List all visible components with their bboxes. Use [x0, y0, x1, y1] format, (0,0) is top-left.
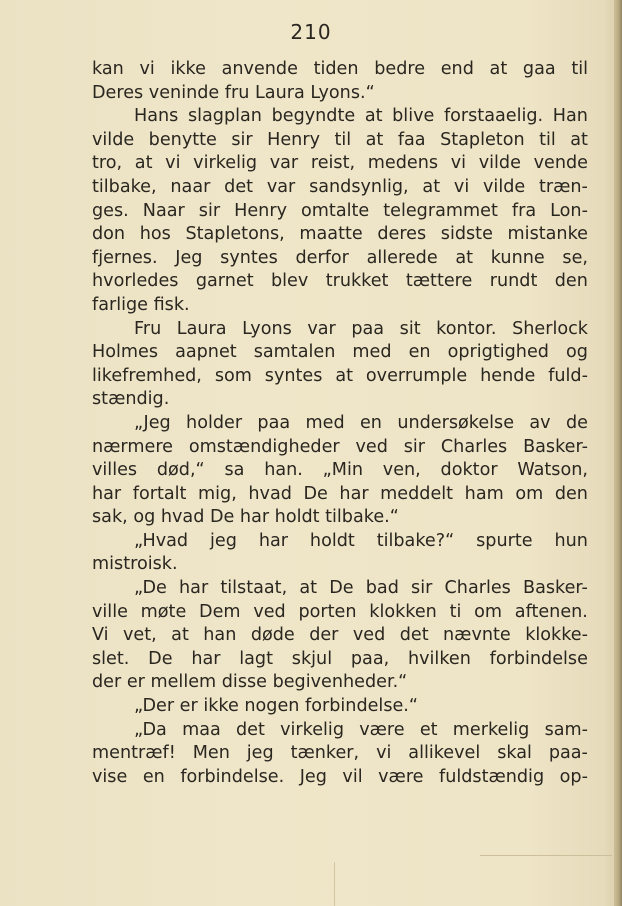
text-line — [92, 648, 588, 672]
word: forstaaelig. — [443, 106, 544, 127]
word: den — [554, 271, 588, 292]
word: „Min — [322, 460, 363, 481]
word: det — [224, 176, 254, 197]
word: til — [539, 129, 556, 150]
word: op- — [559, 766, 588, 787]
word: naar — [170, 176, 211, 197]
word: end — [440, 59, 474, 79]
word: „Hvad — [134, 530, 189, 551]
word: syntes — [264, 365, 323, 386]
word: at — [489, 59, 508, 79]
word: en — [142, 766, 165, 787]
word: kunne — [490, 247, 545, 268]
word: gaa — [522, 59, 556, 79]
word: doktor — [440, 460, 498, 481]
text-line: der er mellem disse begivenheder.“ — [92, 672, 408, 693]
text-line — [92, 436, 588, 460]
word: Basker- — [523, 436, 588, 457]
word: at — [171, 625, 189, 646]
word: meddelt — [380, 483, 454, 504]
word: Lon- — [550, 200, 588, 221]
word: være — [378, 766, 424, 787]
word: fra — [511, 200, 537, 221]
word: hende — [480, 365, 536, 386]
word: tilbake, — [92, 176, 157, 197]
word: til — [571, 59, 588, 79]
text-line — [92, 176, 588, 200]
word: mentræf! — [92, 743, 176, 764]
word: allikevel — [408, 743, 481, 764]
page-edge — [614, 0, 622, 906]
word: allerede — [366, 247, 438, 268]
word: faa — [397, 129, 426, 150]
text-line — [92, 341, 588, 365]
text-line — [92, 247, 588, 271]
word: vi — [453, 176, 470, 197]
word: paa — [257, 412, 291, 433]
text-line — [92, 223, 588, 247]
word: sidste — [440, 224, 493, 245]
word: om — [474, 601, 503, 622]
word: fortalt — [132, 483, 187, 504]
word: det — [399, 625, 429, 646]
word: virkelig — [193, 153, 258, 174]
text-line — [92, 200, 588, 224]
word: derfor — [295, 247, 349, 268]
word: aftenen. — [514, 601, 588, 622]
word: sir — [198, 200, 221, 221]
word: oprigtighed — [447, 342, 549, 363]
text-line: Deres veninde fru Laura Lyons.“ — [92, 82, 375, 103]
word: tiden — [313, 59, 359, 79]
word: trukket — [325, 271, 389, 292]
text-line — [92, 577, 588, 601]
word: Charles — [444, 578, 511, 599]
word: Vi — [92, 625, 109, 646]
word: bedre — [374, 59, 426, 79]
text-line — [92, 483, 588, 507]
word: sam- — [544, 719, 588, 740]
word: være — [359, 719, 405, 740]
word: kontor. — [436, 318, 497, 339]
text-line — [92, 742, 588, 766]
word: klokken — [369, 601, 437, 622]
word: har — [92, 483, 122, 504]
word: vende — [533, 153, 588, 174]
word: spurte — [476, 530, 533, 551]
word: jeg — [210, 530, 237, 551]
word: Watson, — [517, 460, 588, 481]
word: vi — [450, 153, 467, 174]
word: sit — [399, 318, 421, 339]
word: deres — [377, 224, 427, 245]
word: hos — [139, 224, 171, 245]
word: kan — [92, 59, 124, 79]
word: holdt — [309, 530, 355, 551]
word: anvende — [221, 59, 298, 79]
text-line — [92, 459, 588, 483]
word: Stapletons, — [185, 224, 285, 245]
word: vi — [376, 743, 392, 764]
word: sir — [403, 436, 426, 457]
word: „Da — [134, 719, 167, 740]
word: „De — [134, 578, 167, 599]
text-line — [92, 365, 588, 389]
page-crease — [334, 862, 335, 906]
word: Basker- — [523, 578, 588, 599]
word: træn- — [539, 176, 588, 197]
word: don — [92, 224, 126, 245]
word: han — [203, 625, 237, 646]
text-line — [92, 318, 588, 342]
text-line: „Der er ikke nogen forbindelse.“ — [134, 696, 419, 717]
word: fuldstændig — [439, 766, 545, 787]
word: vise — [92, 766, 128, 787]
word: syntes — [220, 247, 278, 268]
word: har — [191, 648, 221, 669]
body-text — [92, 58, 588, 789]
word: vet, — [122, 625, 157, 646]
text-line — [92, 129, 588, 153]
word: samtalen — [253, 342, 336, 363]
word: vi — [165, 153, 181, 174]
word: garnet — [195, 271, 254, 292]
word: Han — [552, 106, 588, 127]
text-line — [92, 766, 588, 790]
word: Holmes — [92, 342, 159, 363]
word: død,“ — [156, 460, 205, 481]
word: nærmere — [92, 436, 173, 457]
word: forbindelse — [489, 648, 588, 669]
word: døde — [250, 625, 295, 646]
word: maatte — [299, 224, 363, 245]
word: „Jeg — [134, 412, 171, 433]
text-line: sak, og hvad De har holdt tilbake.“ — [92, 507, 399, 528]
word: mistanke — [507, 224, 588, 245]
word: ges. — [92, 200, 129, 221]
word: har — [179, 578, 209, 599]
word: et — [419, 719, 438, 740]
word: tilstaat, — [220, 578, 288, 599]
word: Jeg — [175, 247, 203, 268]
word: jeg — [246, 743, 274, 764]
word: Lyons — [242, 318, 292, 339]
word: vilde — [483, 176, 526, 197]
word: Laura — [176, 318, 227, 339]
word: til — [334, 129, 352, 150]
word: og — [566, 342, 588, 363]
word: blev — [271, 271, 309, 292]
word: som — [214, 365, 252, 386]
word: De — [148, 648, 173, 669]
word: ti — [449, 601, 462, 622]
word: var — [307, 318, 336, 339]
text-line — [92, 105, 588, 129]
word: virkelig — [280, 719, 344, 740]
word: Charles — [440, 436, 508, 457]
word: maa — [182, 719, 221, 740]
text-line — [92, 624, 588, 648]
word: holder — [186, 412, 243, 433]
word: at — [570, 129, 588, 150]
word: at — [335, 365, 354, 386]
word: paa- — [548, 743, 588, 764]
word: det — [236, 719, 265, 740]
page-number: 210 — [290, 20, 332, 44]
word: omtalte — [301, 200, 370, 221]
word: en — [359, 412, 382, 433]
word: klokke- — [525, 625, 588, 646]
word: slet. — [92, 648, 130, 669]
word: hvorledes — [92, 271, 179, 292]
word: vi — [139, 59, 155, 79]
word: at — [134, 153, 153, 174]
word: den — [554, 483, 588, 504]
word: likefremhed, — [92, 365, 202, 386]
word: tænker, — [290, 743, 360, 764]
word: om — [515, 483, 544, 504]
word: ved — [352, 625, 386, 646]
text-line: stændig. — [92, 389, 170, 410]
word: var — [266, 176, 296, 197]
word: vilde — [478, 153, 521, 174]
word: forbindelse. — [180, 766, 285, 787]
word: ham — [464, 483, 504, 504]
text-line — [92, 412, 588, 436]
text-line — [92, 719, 588, 743]
word: at — [299, 578, 318, 599]
word: tættere — [405, 271, 473, 292]
word: skal — [497, 743, 532, 764]
word: aapnet — [175, 342, 237, 363]
text-line — [92, 58, 588, 82]
word: bad — [365, 578, 399, 599]
word: De — [303, 483, 328, 504]
word: der — [309, 625, 339, 646]
page-fold-line — [480, 855, 612, 856]
word: tilbake?“ — [376, 530, 455, 551]
word: Henry — [234, 200, 287, 221]
word: se, — [562, 247, 588, 268]
word: Hans — [134, 106, 179, 127]
word: blive — [392, 106, 435, 127]
text-line: mistroisk. — [92, 554, 178, 575]
word: tro, — [92, 153, 123, 174]
word: med — [305, 412, 345, 433]
word: at — [422, 176, 441, 197]
word: sir — [231, 129, 253, 150]
word: at — [364, 106, 383, 127]
word: paa, — [350, 648, 390, 669]
word: slagplan — [187, 106, 262, 127]
word: Sherlock — [512, 318, 588, 339]
word: Henry — [267, 129, 320, 150]
word: skjul — [291, 648, 333, 669]
word: Fru — [134, 318, 162, 339]
word: rundt — [489, 271, 538, 292]
word: De — [329, 578, 354, 599]
word: overrumple — [365, 365, 468, 386]
word: vil — [342, 766, 363, 787]
word: sa — [224, 460, 245, 481]
word: ikke — [170, 59, 206, 79]
word: møte — [140, 601, 187, 622]
word: Jeg — [299, 766, 327, 787]
text-line — [92, 152, 588, 176]
word: Stapleton — [440, 129, 525, 150]
word: ven, — [382, 460, 421, 481]
word: han. — [264, 460, 303, 481]
word: begyndte — [271, 106, 356, 127]
word: hvilken — [407, 648, 471, 669]
word: benytte — [148, 129, 217, 150]
word: en — [408, 342, 431, 363]
word: hvad — [248, 483, 292, 504]
word: av — [529, 412, 551, 433]
word: medens — [367, 153, 439, 174]
word: ved — [355, 436, 388, 457]
word: fjernes. — [92, 247, 158, 268]
word: hun — [554, 530, 588, 551]
text-line: farlige fisk. — [92, 294, 190, 315]
word: de — [565, 412, 588, 433]
word: at — [455, 247, 474, 268]
word: at — [365, 129, 384, 150]
word: sir — [411, 578, 433, 599]
word: reist, — [310, 153, 356, 174]
word: undersøkelse — [397, 412, 515, 433]
word: ved — [253, 601, 286, 622]
word: paa — [351, 318, 385, 339]
text-line — [92, 270, 588, 294]
word: var — [269, 153, 299, 174]
word: villes — [92, 460, 138, 481]
word: med — [352, 342, 392, 363]
text-line — [92, 530, 588, 554]
word: vilde — [92, 129, 135, 150]
word: har — [339, 483, 369, 504]
word: Naar — [142, 200, 185, 221]
word: omstændigheder — [188, 436, 340, 457]
word: sandsynlig, — [309, 176, 409, 197]
word: fuld- — [548, 365, 588, 386]
word: Men — [192, 743, 230, 764]
word: mig, — [198, 483, 237, 504]
word: ville — [92, 601, 128, 622]
text-line — [92, 601, 588, 625]
word: har — [258, 530, 288, 551]
word: porten — [298, 601, 357, 622]
word: telegrammet — [383, 200, 498, 221]
word: Dem — [199, 601, 241, 622]
word: merkelig — [452, 719, 530, 740]
word: lagt — [239, 648, 274, 669]
word: nævnte — [443, 625, 511, 646]
